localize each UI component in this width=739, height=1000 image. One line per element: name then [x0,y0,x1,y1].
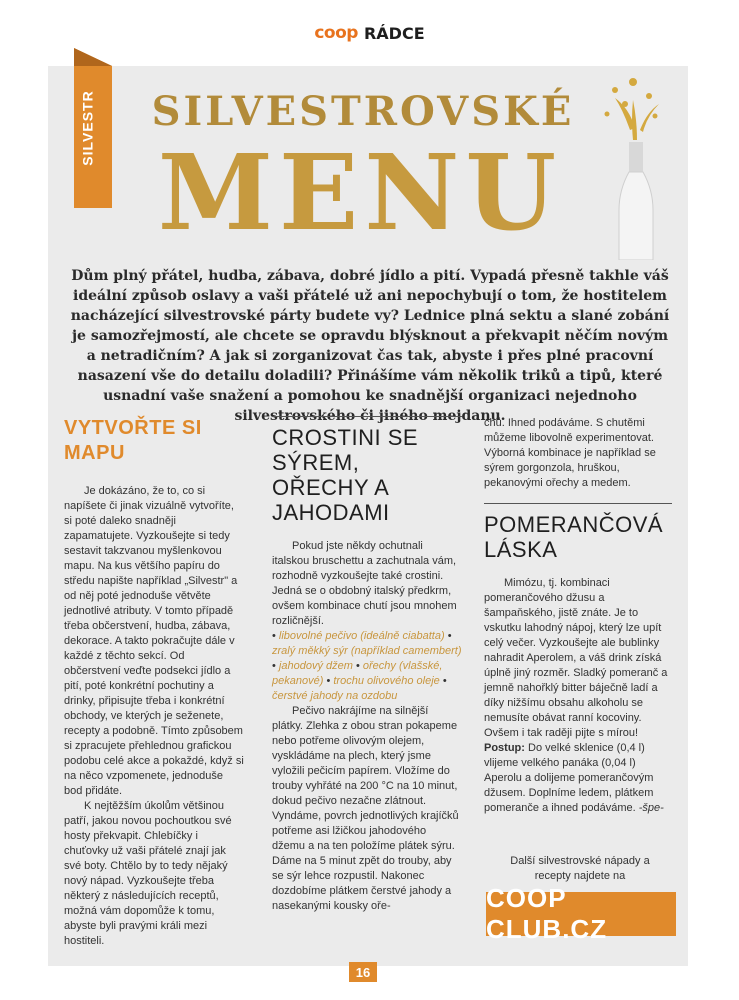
col2-paragraph-1: Pokud jste někdy ochutnali italskou bruschettu a zachutnala vám, rozhodně vyzkoušejte také crostini. Jedná se o obdobný italský předkrm, ovšem kombinace chutí jsou mnohem rozličnější. [272,540,457,627]
column-divider [484,503,672,504]
champagne-bottle-illustration [585,70,685,260]
column-2 [272,416,462,914]
col3-paragraph-1: Mimózu, tj. kombinaci pomerančového džusu a šampaňského, jistě znáte. Je to vskutku lahodný nápoj, který lze upít celý večer. Vyzkoušejte ale bublinky nahradit Aperolem, a váš drink získá úplně jiný rozměr. Sladký pomeranč a jemně nahořklý bitter báječně ladí a díky nižšímu obsahu alkoholu se nemusíte obávat ranní kocoviny. Ovšem i tak raději pijte s mírou! [484,577,668,739]
ingredient-item: zralý měkký sýr (například camembert) [272,645,462,657]
col2-paragraph-2: Pečivo nakrájíme na silnější plátky. Zlehka z obou stran pokapeme nebo potřeme olivovým olejem, vyskládáme na plech, který jsme vyložili pečicím papírem. Vložíme do trouby vyhřáté na 200 °C na 10 minut, dokud pečivo nezačne zlátnout. Vyndáme, povrch jednotlivých krajíčků potřeme asi lžičkou jahodového džemu a na ten položíme plátek sýru. Dáme na 5 minut zpět do trouby, aby se sýr lehce rozpustil. Nakonec dozdobíme plátkem čerstvé jahody a nasekanými kousky oře- [272,705,459,912]
postup-label: Postup: [484,742,525,754]
heading-crostini: CROSTINI SE SÝREM, OŘECHY A JAHODAMI [272,416,462,525]
ingredient-item: libovolné pečivo (ideálně ciabatta) [278,630,445,642]
author-sign: -špe- [638,802,664,814]
column-1 [64,416,244,949]
radce-logo: RÁDCE [363,23,425,43]
col3-continuation: chů. Ihned podáváme. S chutěmi můžeme libovolně experimentovat. Výborná kombinace je například se sýrem gorgonzola, hruškou, pekanovými ořechy a medem. [484,417,656,489]
column-3 [484,416,672,816]
col1-paragraph-2: K nejtěžším úkolům většinou patří, jakou novou pochoutkou své hosty překvapit. Chlebíčky i chuťovky už vaši přátelé znají jak své boty. Chtělo by to tedy nějaký nový nápad. Vyzkoušejte třeba některý z následujících receptů, možná vám dopomůže k tomu, abyste byli pravými králi mezi hostiteli. [64,800,232,947]
col1-paragraph-1: Je dokázáno, že to, co si napíšete či jinak vizuálně vytvoříte, si poté daleko snadněji zapamatujete. Vyzkoušejte si tedy sestavit takzvanou myšlenkovou mapu. Na kus většího papíru do středu napište například „Silvestr" a od něj poté jednoduše větvěte jednotlivé atributy. V tomto případě třeba občerstvení, hudba, zábava, dekorace. A takto pokračujte dále v každé z těchto sekcí. Od občerstvení veďte podsekci jídlo a pití, poté konkrétní pochutiny a drinky, připisujte třeba i konkrétní obchody, ve kterých je seženete, recepty a podobně. Tímto způsobem si zpracujete přehlednou grafickou podobu celé akce a pokaždé, když si na něco vzpomenete, jednoduše bod přidáte. [64,485,244,797]
ingredient-item: jahodový džem [278,660,353,672]
postup-text: Do velké sklenice (0,4 l) vlijeme velkého panáka (0,04 l) Aperolu a dolijeme pomerančovým džusem. Doplníme ledem, plátkem pomeranče a ihned podáváme. [484,742,654,814]
section-ribbon [64,48,112,208]
page-number: 16 [349,962,377,982]
intro-paragraph: Dům plný přátel, hudba, zábava, dobré jídlo a pití. Vypadá přesně takhle váš ideální způsob oslavy a vaši přátelé už ani nepochybují o tom, že hostitelem nacházející silvestrovské párty budete vy? Lednice plná sektu a slané zobání je samozřejmostí, ale chcete se opravdu blýsknout a překvapit něčím novým a netradičním? A jak si zorganizovat čas tak, abyste i přes plné pracovní nasazení vše do detailu doladili? Přinášíme vám několik triků a tipů, které usnadní vaše snažení a pomohou ke snadnější organizaci nejednoho silvestrovského či jiného mejdanu. [70,268,670,424]
title-line-2: MENU [157,131,563,254]
title-line-1: SILVESTROVSKÉ [151,88,575,135]
callout-text: Další silvestrovské nápady a recepty najdete na [510,855,650,882]
postup-block [484,741,672,816]
coop-club-banner[interactable] [486,883,676,944]
coop-logo: coop [314,23,358,43]
ingredient-list: • libovolné pečivo (ideálně ciabatta) • zralý měkký sýr (například camembert) • jahodový džem • ořechy (vlašské, pekanové) • trochu olivového oleje • čerstvé jahody na ozdobu [272,630,462,702]
coop-club-link[interactable]: COOP CLUB.CZ [486,883,608,944]
heading-mapa: VYTVOŘTE SI MAPU [64,417,202,464]
ingredient-item: trochu olivového oleje [333,675,440,687]
ribbon-label: SILVESTR [80,90,97,166]
ingredient-item: čerstvé jahody na ozdobu [272,690,398,702]
ingredient-item: ořechy (vlašské, pekanové) [272,660,443,687]
heading-pomerancova-laska: POMERANČOVÁ LÁSKA [484,512,664,562]
